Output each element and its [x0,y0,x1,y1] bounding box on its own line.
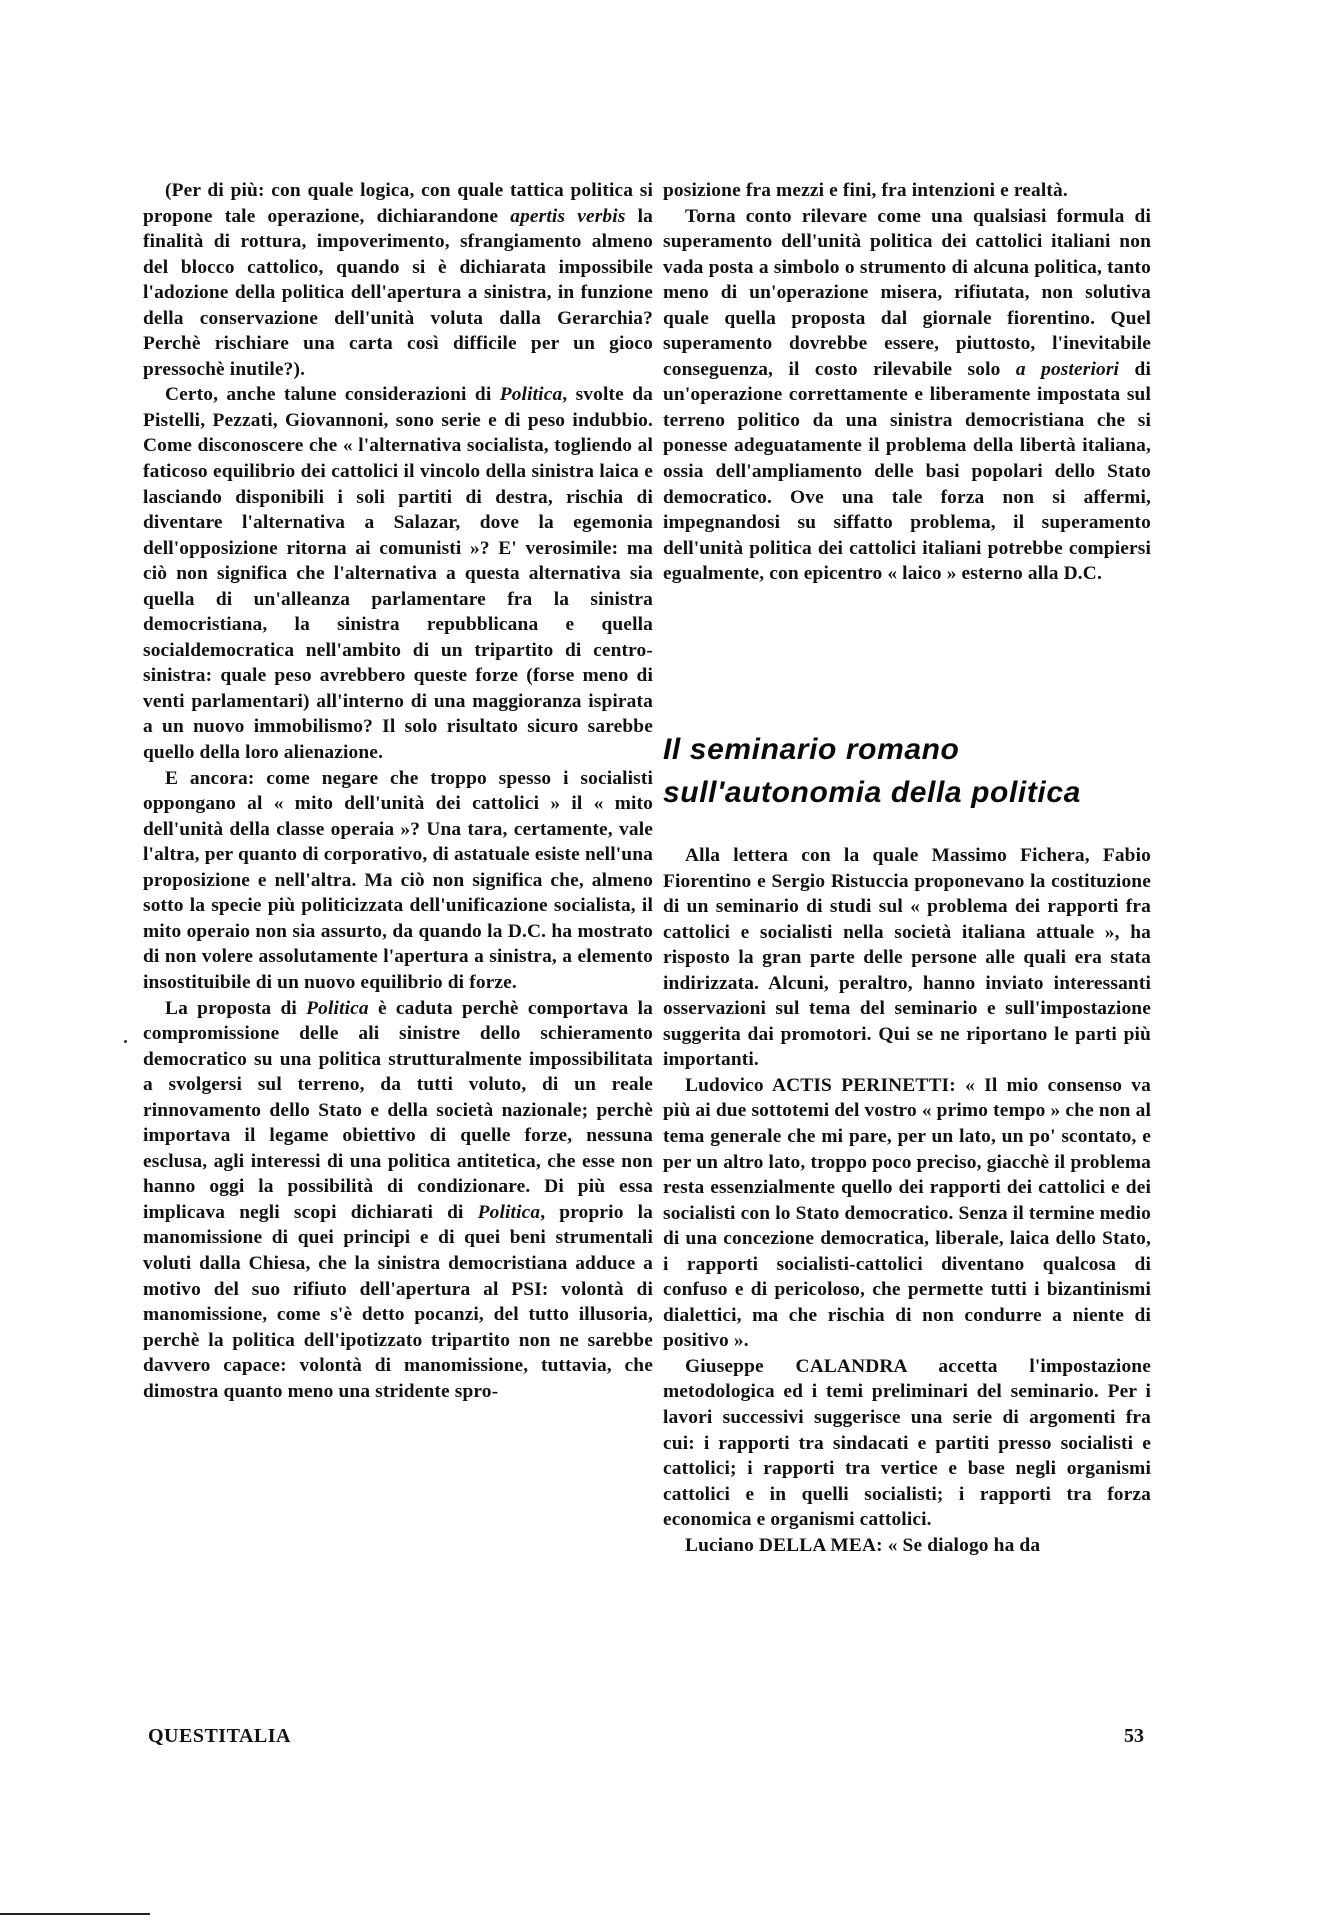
section-heading [663,728,1163,814]
scan-speck [124,1040,127,1043]
paragraph: Torna conto rilevare come una qualsiasi formula di superamento dell'unità politica dei cattolici italiani non vada posta a simbolo o strumento di alcuna politica, tanto meno di un'operazione misera, rifiutata, non solutiva quale quella proposta dal giornale fiorentino. Quel superamento dovrebbe essere, piuttosto, l'inevitabile conseguenza, il costo rilevabile solo a posteriori di un'operazione correttamente e liberamente impostata sul terreno politico da una sinistra democristiana che si ponesse adeguatamente il problema della libertà italiana, ossia dell'ampliamento delle basi popolari dello Stato democratico. Ove una tale forza non si affermi, impegnandosi su siffatto problema, il superamento dell'unità politica dei cattolici italiani potrebbe compiersi egualmente, con epicentro « laico » esterno alla D.C. [663,205,1151,585]
paragraph: Ludovico ACTIS PERINETTI: « Il mio consenso va più ai due sottotemi del vostro « primo tempo » che non al tema generale che mi pare, per un lato, un po' scontato, e per un altro lato, troppo poco preciso, giacchè il problema resta essenzialmente quello dei rapporti dei cattolici e dei socialisti con lo Stato democratico. Senza il termine medio di una concezione democratica, liberale, laica dello Stato, i rapporti socialisti-cattolici diventano qualcosa di confuso e di pericoloso, che permette tutti i bizantinismi dialettici, ma che rischia di non condurre a niente di positivo ». [663,1074,1151,1352]
right-column-bottom [663,843,1151,1558]
paragraph: Giuseppe CALANDRA accetta l'impostazione metodologica ed i temi preliminari del seminario. Per i lavori successivi suggerisce una serie di argomenti fra cui: i rapporti tra sindacati e partiti presso socialisti e cattolici; i rapporti tra vertice e base negli organismi cattolici e in quelli socialisti; i rapporti tra forza economica e organismi cattolici. [663,1355,1151,1531]
left-column [143,178,653,1404]
paragraph: Certo, anche talune considerazioni di Politica, svolte da Pistelli, Pezzati, Giovannoni, sono serie e di peso indubbio. Come disconoscere che « l'alternativa socialista, togliendo al faticoso equilibrio dei cattolici il vincolo della sinistra laica e lasciando disponibili i soli partiti di destra, rischia di diventare l'alternativa a Salazar, dove la egemonia dell'opposizione ritorna ai comunisti »? E' verosimile: ma ciò non significa che l'alternativa a questa alternativa sia quella di un'alleanza parlamentare fra la sinistra democristiana, la sinistra repubblicana e quella socialdemocratica nell'ambito di un tripartito di centro-sinistra: quale peso avrebbero queste forze (forse meno di venti parlamentari) all'interno di una maggioranza ispirata a un nuovo immobilismo? Il solo risultato sicuro sarebbe quello della loro alienazione. [143,384,653,764]
section-heading-line-1: Il seminario romano [663,733,960,766]
paragraph: Alla lettera con la quale Massimo Fichera, Fabio Fiorentino e Sergio Ristuccia proponevano la costituzione di un seminario di studi sul « problema dei rapporti fra cattolici e socialisti nella società italiana attuale », ha risposto la gran parte delle persone alle quali era stata indirizzata. Alcuni, peraltro, hanno inviato interessanti osservazioni sul tema del seminario e sull'impostazione suggerita dai promotori. Qui se ne riportano le parti più importanti. [663,845,1151,1071]
right-column-top [663,178,1151,587]
paragraph: La proposta di Politica è caduta perchè comportava la compromissione delle ali sinistre dello schieramento democratico su una politica strutturalmente impossibilitata a svolgersi sul terreno, da tutti voluto, di un reale rinnovamento dello Stato e della società nazionale; perchè importava il legame obiettivo di quelle forze, nessuna esclusa, agli interessi di una politica antitetica, che esse non hanno oggi la possibilità di condizionare. Di più essa implicava negli scopi dichiarati di Politica, proprio la manomissione di quei principi e di quei beni strumentali voluti dalla Chiesa, che la sinistra democristiana adduce a motivo del suo rifiuto dell'apertura al PSI: volontà di manomissione, come s'è detto pocanzi, del tutto illusoria, perchè la politica dell'ipotizzato tripartito non ne sarebbe davvero capace: volontà di manomissione, tuttavia, che dimostra quanto meno una stridente spro- [143,997,653,1402]
scan-edge-rule [0,1913,150,1915]
paragraph-continuation: posizione fra mezzi e fini, fra intenzioni e realtà. [663,180,1068,201]
journal-name: QUESTITALIA [148,1725,291,1747]
paragraph: E ancora: come negare che troppo spesso i socialisti oppongano al « mito dell'unità dei cattolici » il « mito dell'unità della classe operaia »? Una tara, certamente, vale l'altra, per quanto di corporativo, di astatuale esiste nell'una proposizione e nell'altra. Ma ciò non significa che, almeno sotto la specie più politicizzata dell'unificazione socialista, il mito operaio non sia assurto, da quando la D.C. ha mostrato di non volere assolutamente l'apertura a sinistra, a elemento insostituibile di un nuovo equilibrio di forze. [143,767,653,993]
section-heading-line-2: sull'autonomia della politica [663,776,1081,809]
paragraph: (Per di più: con quale logica, con quale tattica politica si propone tale operazione, dichiarandone apertis verbis la finalità di rottura, impoverimento, sfrangiamento almeno del blocco cattolico, quando si è dichiarata impossibile l'adozione della politica dell'apertura a sinistra, in funzione della conservazione dell'unità voluta dalla Gerarchia? Perchè rischiare una carta così difficile per un gioco pressochè inutile?). [143,180,653,380]
paragraph: Luciano DELLA MEA: « Se dialogo ha da [685,1534,1041,1556]
page-number: 53 [1124,1725,1144,1747]
